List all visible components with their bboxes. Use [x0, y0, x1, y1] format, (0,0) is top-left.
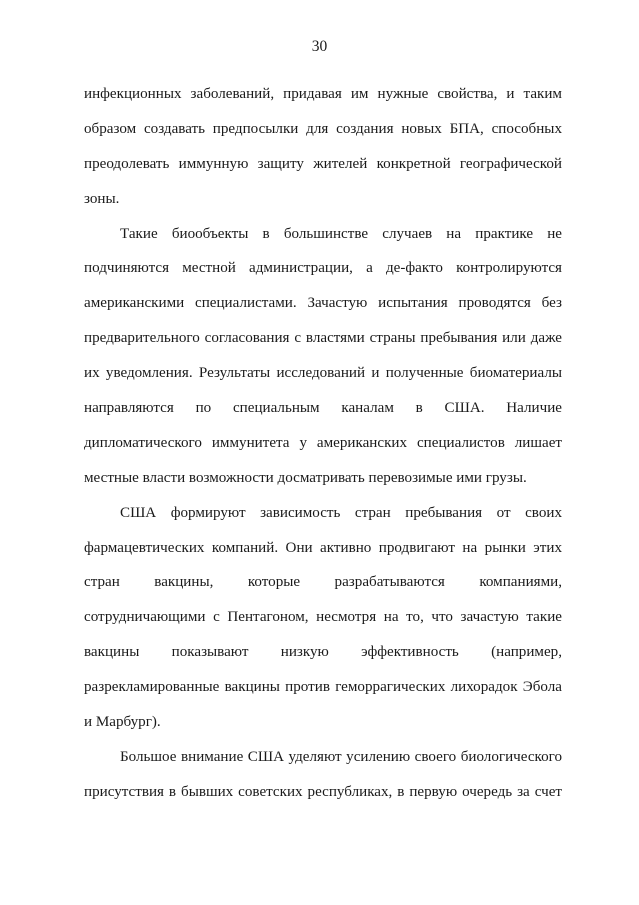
text-line: предварительного согласования с властями страны пребывания или даже [84, 330, 562, 347]
text-line: дипломатического иммунитета у американских специалистов лишает [84, 434, 562, 451]
text-line: США формируют зависимость стран пребывания от своих [120, 504, 562, 521]
text-line: подчиняются местной администрации, а де-факто контролируются [84, 260, 562, 277]
text-line: вакцины показывают низкую эффективность (например, [84, 644, 562, 661]
text-line: присутствия в бывших советских республиках, в первую очередь за счет [84, 783, 562, 800]
text-line: их уведомления. Результаты исследований и полученные биоматериалы [84, 365, 562, 382]
paragraph-1 [84, 77, 562, 217]
text-line: американскими специалистами. Зачастую испытания проводятся без [84, 295, 562, 312]
text-line: сотрудничающими с Пентагоном, несмотря на то, что зачастую такие [84, 609, 562, 626]
text-line: зоны. [84, 190, 120, 207]
text-line: инфекционных заболеваний, придавая им нужные свойства, и таким [84, 86, 562, 102]
text-line: образом создавать предпосылки для создания новых БПА, способных [84, 120, 562, 137]
text-line: преодолевать иммунную защиту жителей конкретной географической [84, 155, 562, 172]
text-line: Большое внимание США уделяют усилению своего биологического [120, 748, 562, 765]
document-body [84, 77, 562, 810]
text-line: фармацевтических компаний. Они активно продвигают на рынки этих [84, 539, 562, 556]
page-number: 30 [311, 38, 328, 55]
paragraph-2 [84, 217, 562, 496]
text-line: местные власти возможности досматривать перевозимые ими грузы. [84, 469, 527, 486]
text-line: направляются по специальным каналам в США. Наличие [84, 400, 562, 417]
text-line: и Марбург). [84, 714, 161, 731]
paragraph-4 [84, 740, 562, 810]
text-line: стран вакцины, которые разрабатываются компаниями, [84, 574, 562, 591]
text-line: разрекламированные вакцины против геморрагических лихорадок Эбола [84, 679, 562, 696]
paragraph-3 [84, 496, 562, 740]
text-line: Такие биообъекты в большинстве случаев на практике не [120, 225, 562, 242]
